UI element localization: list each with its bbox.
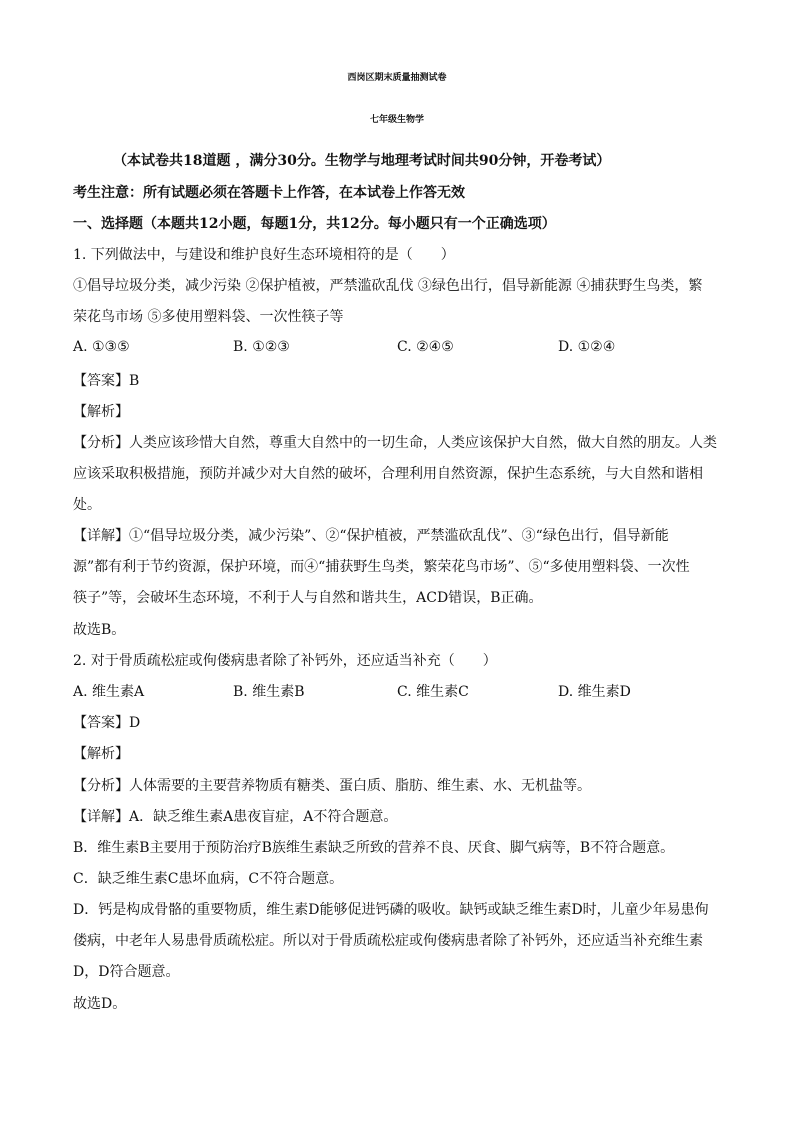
q1-option-b: B. ①②③	[233, 339, 290, 355]
q2-analysis-label: 【解析】	[73, 746, 129, 762]
q1-analysis-label: 【解析】	[73, 404, 129, 420]
q1-fenxi-line2: 应该采取积极措施，预防并减少对大自然的破坏，合理利用自然资源，保护生态系统，与大自然和谐相	[73, 466, 703, 482]
q2-xiangjie-a: 【详解】A．缺乏维生素A患夜盲症，A不符合题意。	[73, 809, 398, 825]
q2-explain-b: B．维生素B主要用于预防治疗B族维生素缺乏所致的营养不良、厌食、脚气病等，B不符合题意。	[73, 840, 675, 856]
q2-conclusion: 故选D。	[73, 996, 127, 1012]
q1-items-line1: ①倡导垃圾分类，减少污染 ②保护植被，严禁滥砍乱伐 ③绿色出行，倡导新能源 ④捕获野生鸟类，繁	[73, 278, 703, 294]
q1-xiangjie-line2: 源”都有利于节约资源，保护环境，而④“捕获野生鸟类，繁荣花鸟市场”、⑤“多使用塑料袋、一次性	[73, 559, 690, 575]
q2-explain-c: C．缺乏维生素C患坏血病，C不符合题意。	[73, 871, 344, 887]
q2-option-d: D. 维生素D	[558, 684, 631, 700]
q2-explain-d-line3: D，D符合题意。	[73, 964, 180, 980]
q1-answer: 【答案】B	[73, 373, 140, 389]
q1-conclusion: 故选B。	[73, 622, 126, 638]
q1-option-d: D. ①②④	[558, 339, 616, 355]
q2-stem: 2. 对于骨质疏松症或佝偻病患者除了补钙外，还应适当补充（ ）	[73, 653, 497, 669]
q2-fenxi: 【分析】人体需要的主要营养物质有糖类、蛋白质、脂肪、维生素、水、无机盐等。	[73, 778, 591, 794]
q1-items-line2: 荣花鸟市场 ⑤多使用塑料袋、一次性筷子等	[73, 309, 344, 325]
section-heading: 一、选择题（本题共12小题，每题1分，共12分。每小题只有一个正确选项）	[73, 216, 556, 232]
q1-fenxi-line1: 【分析】人类应该珍惜大自然，尊重大自然中的一切生命，人类应该保护大自然，做大自然的朋友。人类	[73, 435, 717, 451]
q1-fenxi-line3: 处。	[73, 497, 101, 513]
exam-subtitle: 七年级生物学	[369, 115, 424, 125]
q1-option-c: C. ②④⑤	[397, 339, 454, 355]
q1-stem: 1. 下列做法中，与建设和维护良好生态环境相符的是（ ）	[73, 247, 455, 263]
q1-xiangjie-line1: 【详解】①“倡导垃圾分类，减少污染”、②“保护植被，严禁滥砍乱伐”、③“绿色出行，倡导新能	[73, 528, 669, 544]
q1-option-a: A. ①③⑤	[73, 339, 130, 355]
exam-notice: 考生注意：所有试题必须在答题卡上作答，在本试卷上作答无效	[73, 185, 465, 201]
exam-info: （本试卷共18道题 ，满分30分。生物学与地理考试时间共90分钟，开卷考试）	[113, 153, 611, 169]
q2-option-b: B. 维生素B	[233, 684, 305, 700]
q2-option-c: C. 维生素C	[397, 684, 469, 700]
q1-xiangjie-line3: 筷子”等，会破坏生态环境，不利于人与自然和谐共生，ACD错误，B正确。	[73, 590, 543, 606]
q2-explain-d-line1: D．钙是构成骨骼的重要物质，维生素D能够促进钙磷的吸收。缺钙或缺乏维生素D时，儿童少年易患佝	[73, 902, 709, 918]
q2-answer: 【答案】D	[73, 715, 141, 731]
q2-explain-d-line2: 偻病，中老年人易患骨质疏松症。所以对于骨质疏松症或佝偻病患者除了补钙外，还应适当补充维生素	[73, 933, 703, 949]
q2-option-a: A. 维生素A	[73, 684, 145, 700]
exam-title: 西岗区期末质量抽测试卷	[347, 73, 447, 83]
